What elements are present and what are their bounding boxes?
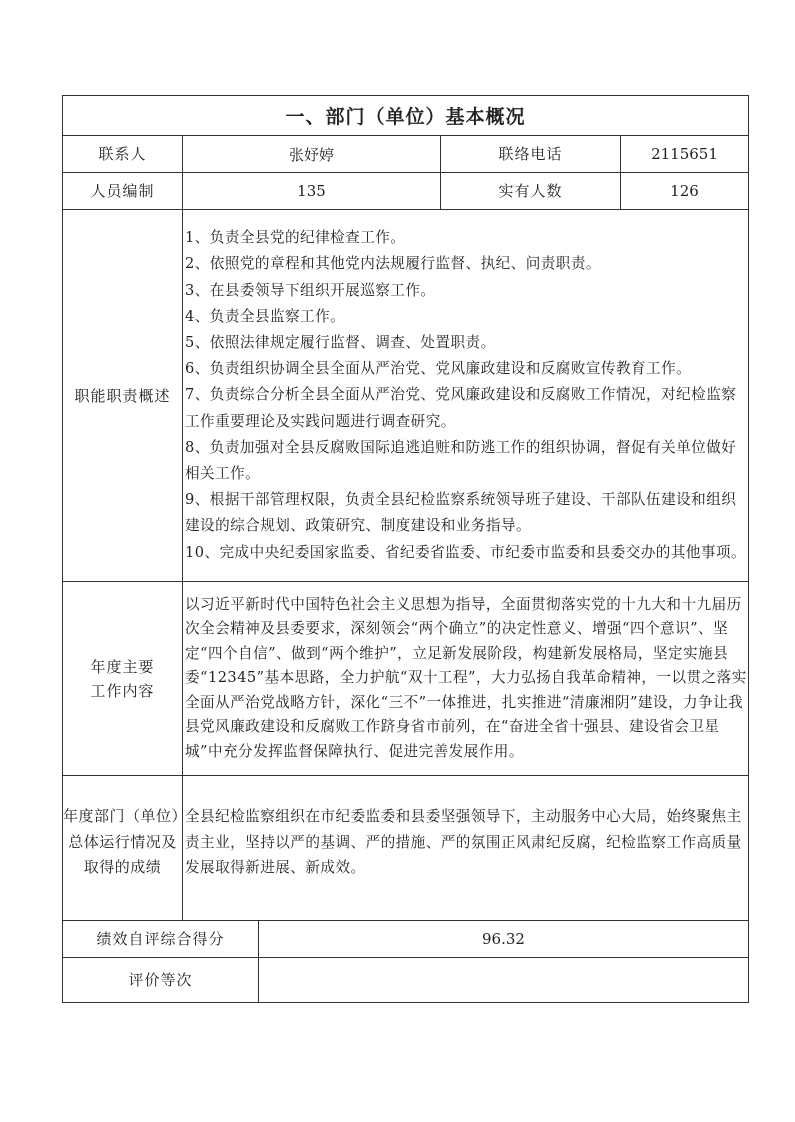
duties-label: 职能职责概述	[63, 210, 183, 582]
duty-item: 8、负责加强对全县反腐败国际追逃追赃和防逃工作的组织协调，督促有关单位做好相关工作。	[185, 438, 737, 482]
section-title: 一、部门（单位）基本概况	[63, 96, 749, 136]
actual-staff-value: 126	[621, 173, 749, 210]
actual-staff-label: 实有人数	[441, 173, 621, 210]
phone-label: 联络电话	[441, 136, 621, 173]
overall-text: 全县纪检监察组织在市纪委监委和县委坚强领导下，主动服务中心大局，始终聚焦主责主业，坚持以严的基调、严的措施、严的氛围正风肃纪反腐，纪检监察工作高质量发展取得新进展、新成效。	[183, 776, 749, 921]
staff-quota-value: 135	[183, 173, 441, 210]
basic-overview-table	[62, 95, 749, 1003]
score-value: 96.32	[259, 921, 749, 958]
overall-label-line: 年度部门（单位）	[63, 807, 188, 825]
annual-work-label-line: 年度主要	[90, 657, 155, 676]
duties-list	[183, 210, 749, 582]
duty-item: 4、负责全县监察工作。	[185, 307, 346, 325]
contact-value: 张妤婷	[183, 136, 441, 173]
overall-label-line: 总体运行情况及	[68, 832, 177, 851]
duty-item: 1、负责全县党的纪律检查工作。	[185, 229, 406, 247]
duty-item: 7、负责综合分析全县全面从严治党、党风廉政建设和反腐败工作情况，对纪检监察工作重要理论及实践问题进行调查研究。	[185, 386, 737, 430]
grade-label: 评价等次	[63, 958, 259, 1003]
grade-value	[259, 958, 749, 1003]
duty-item: 10、完成中央纪委国家监委、省纪委省监委、市纪委市监委和县委交办的其他事项。	[185, 543, 747, 561]
staff-quota-label: 人员编制	[63, 173, 183, 210]
overall-label-line: 取得的成绩	[83, 858, 162, 876]
annual-work-label-line: 工作内容	[90, 681, 155, 700]
phone-value: 2115651	[621, 136, 749, 173]
duty-item: 9、根据干部管理权限，负责全县纪检监察系统领导班子建设、干部队伍建设和组织建设的综合规划、政策研究、制度建设和业务指导。	[185, 491, 737, 535]
duty-item: 6、负责组织协调全县全面从严治党、党风廉政建设和反腐败宣传教育工作。	[185, 360, 692, 378]
duty-item: 3、在县委领导下组织开展巡察工作。	[185, 281, 436, 299]
score-label: 绩效自评综合得分	[63, 921, 259, 958]
annual-work-label	[63, 582, 183, 776]
annual-work-text: 以习近平新时代中国特色社会主义思想为指导，全面贯彻落实党的十九大和十九届历次全会精神及县委要求，深刻领会“两个确立”的决定性意义、增强“四个意识”、坚定“四个自信”、做到“两个维护”，立足新发展阶段，构建新发展格局，坚定实施县委“12345”基本思路，全力护航“双十工程”，大力弘扬自我革命精神，一以贯之落实全面从严治党战略方针，深化“三不”一体推进，扎实推进“清廉湘阴”建设，力争让我县党风廉政建设和反腐败工作跻身省市前列，在“奋进全省十强县、建设省会卫星城”中充分发挥监督保障执行、促进完善发展作用。	[183, 582, 749, 776]
contact-label: 联系人	[63, 136, 183, 173]
duty-item: 2、依照党的章程和其他党内法规履行监督、执纪、问责职责。	[185, 255, 601, 273]
duty-item: 5、依照法律规定履行监督、调查、处置职责。	[185, 333, 496, 351]
overall-label	[63, 776, 188, 921]
